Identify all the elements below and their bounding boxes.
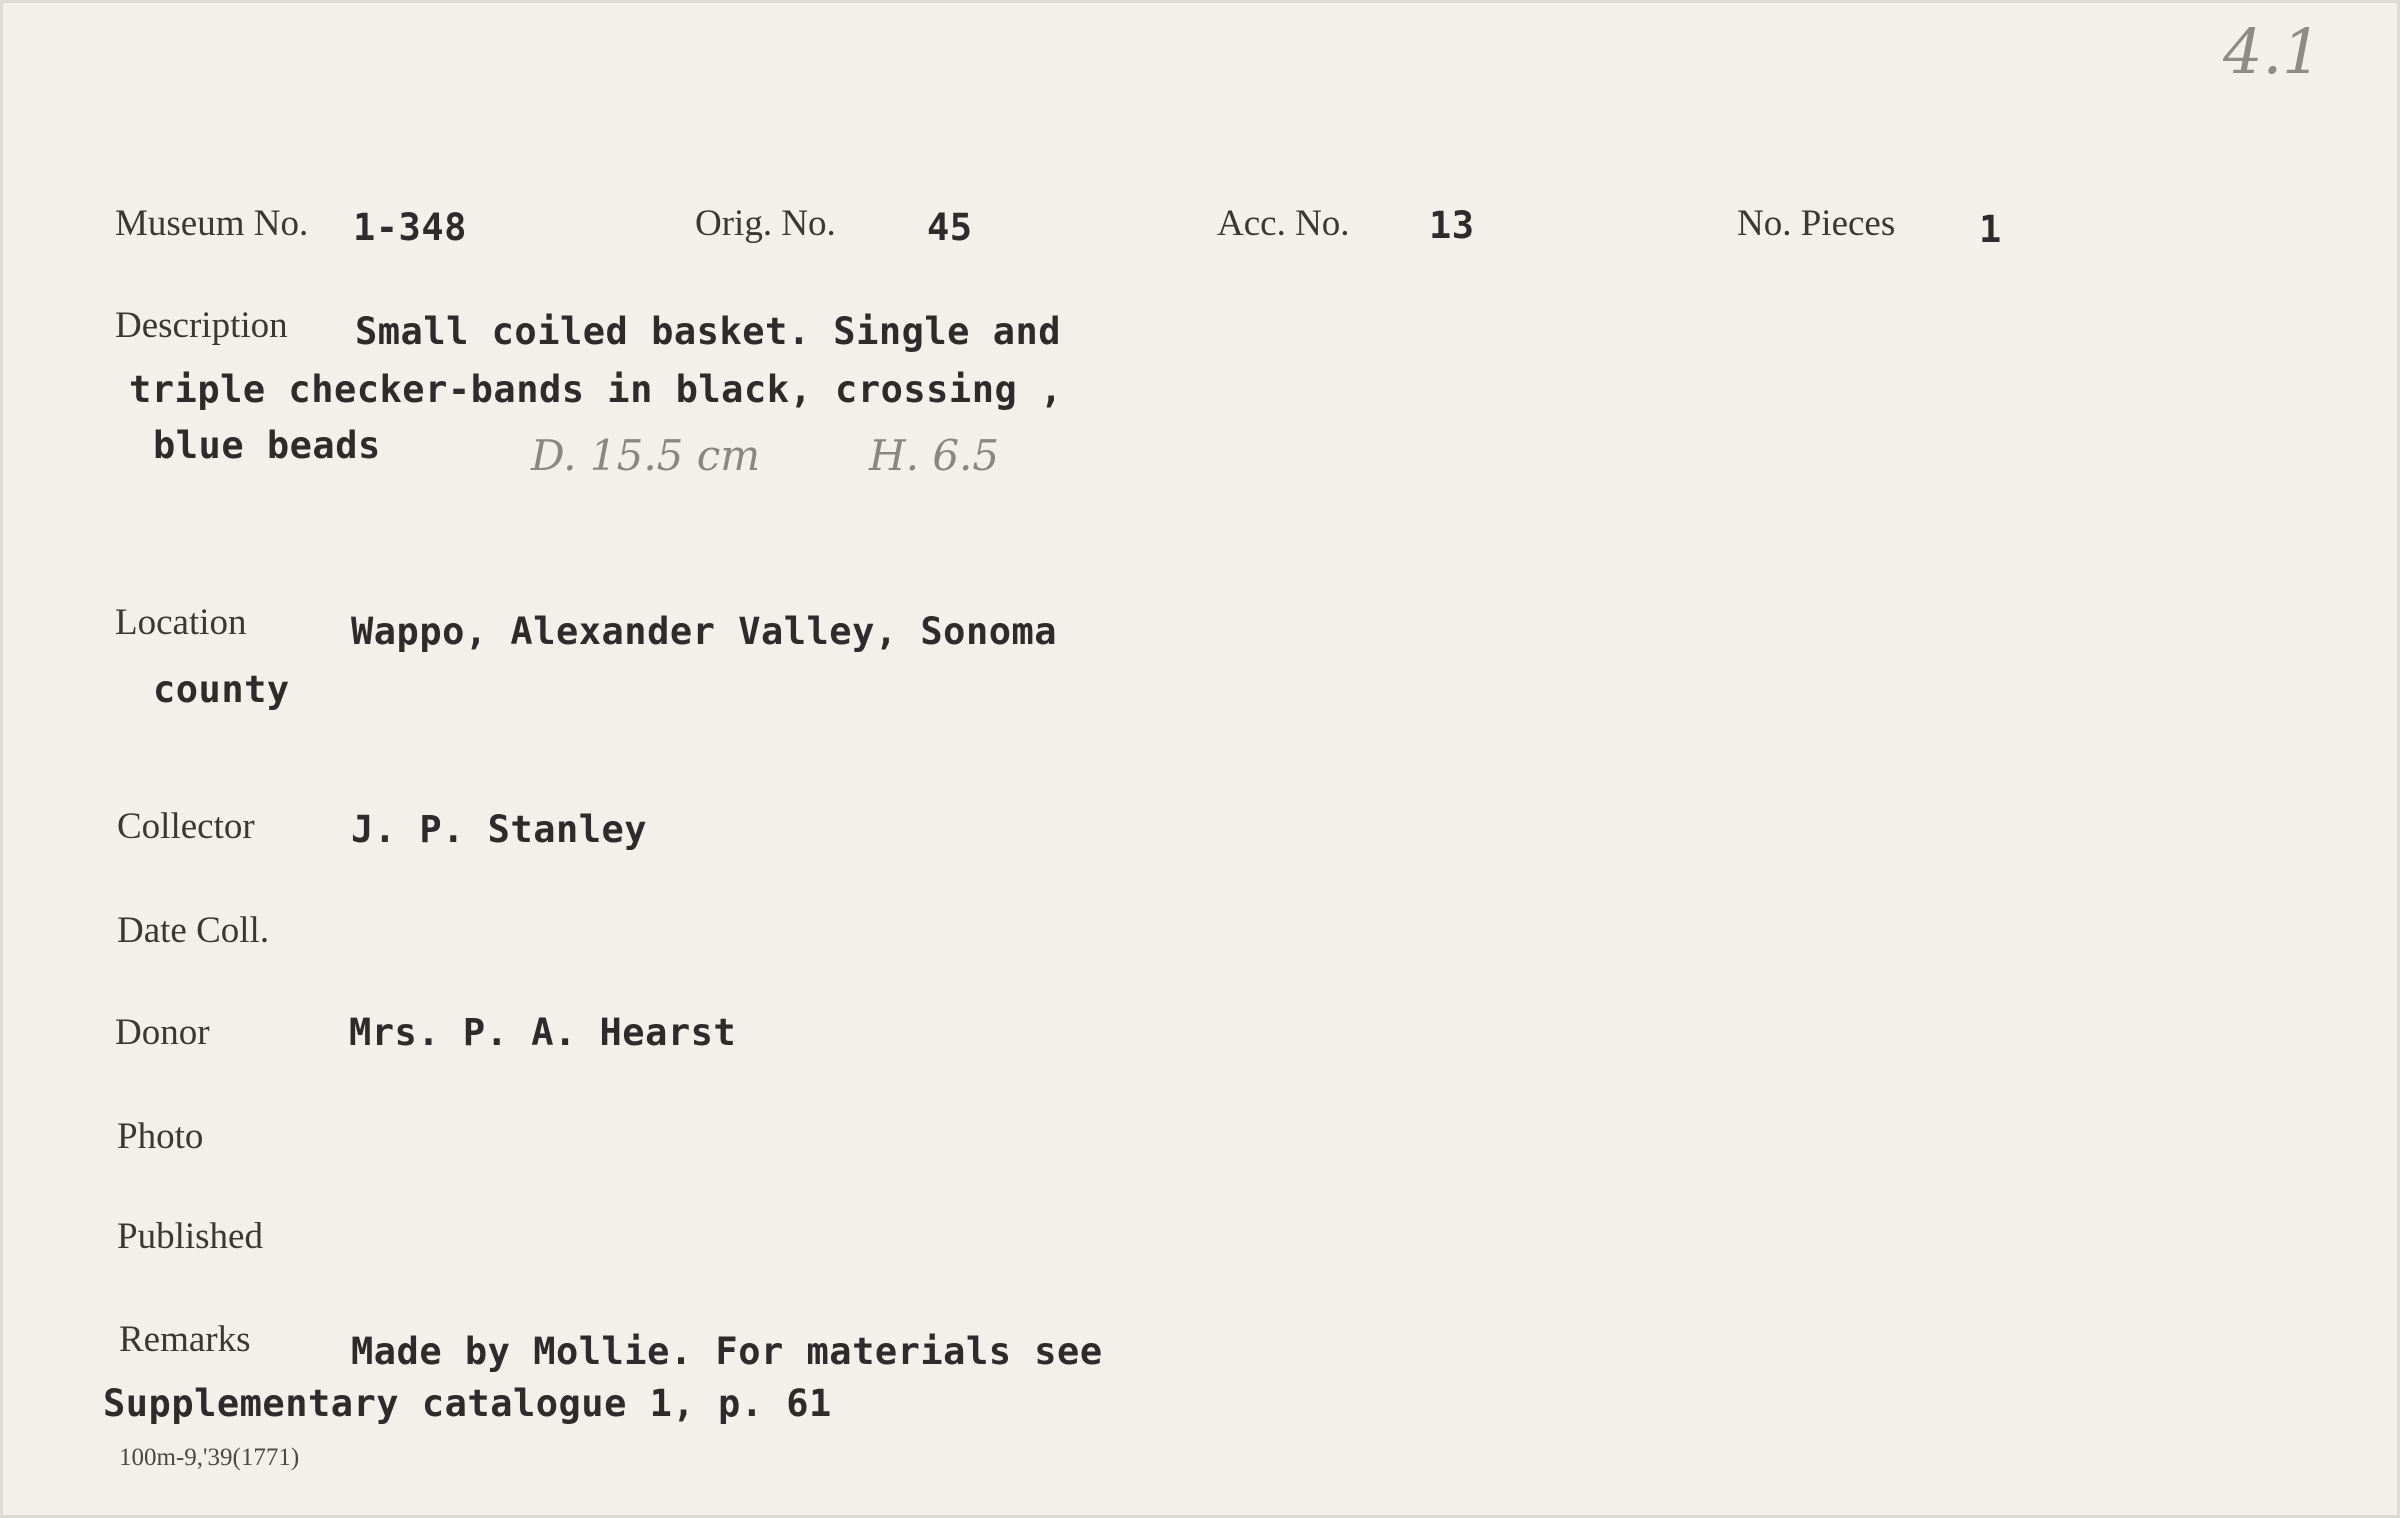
description-line: Small coiled basket. Single and (355, 310, 1062, 353)
published-label: Published (117, 1216, 263, 1257)
donor-label: Donor (115, 1012, 210, 1053)
collector-value: J. P. Stanley (351, 808, 648, 851)
location-label: Location (115, 602, 247, 643)
orig-no-label: Orig. No. (695, 203, 836, 244)
no-pieces-value: 1 (1979, 208, 2002, 251)
orig-no-value: 45 (927, 206, 973, 249)
corner-handwritten-number: 4.1 (2223, 15, 2322, 88)
remarks-label: Remarks (119, 1319, 251, 1360)
museum-no-value: 1-348 (353, 206, 467, 249)
handwritten-diameter: D. 15.5 cm (531, 431, 761, 480)
location-line: Wappo, Alexander Valley, Sonoma (351, 610, 1058, 653)
remarks-line: Made by Mollie. For materials see (351, 1330, 1103, 1373)
location-line: county (153, 668, 290, 711)
no-pieces-label: No. Pieces (1737, 203, 1896, 244)
photo-label: Photo (117, 1116, 204, 1157)
date-coll-label: Date Coll. (117, 910, 270, 951)
remarks-line: Supplementary catalogue 1, p. 61 (103, 1382, 832, 1425)
handwritten-height: H. 6.5 (869, 431, 1000, 480)
donor-value: Mrs. P. A. Hearst (349, 1011, 737, 1054)
description-line: triple checker-bands in black, crossing , (129, 368, 1063, 411)
museum-no-label: Museum No. (115, 203, 309, 244)
collector-label: Collector (117, 806, 255, 847)
description-label: Description (115, 305, 288, 346)
acc-no-value: 13 (1429, 204, 1475, 247)
description-line: blue beads (153, 424, 381, 467)
print-code: 100m-9,'39(1771) (119, 1444, 300, 1471)
acc-no-label: Acc. No. (1217, 203, 1350, 244)
